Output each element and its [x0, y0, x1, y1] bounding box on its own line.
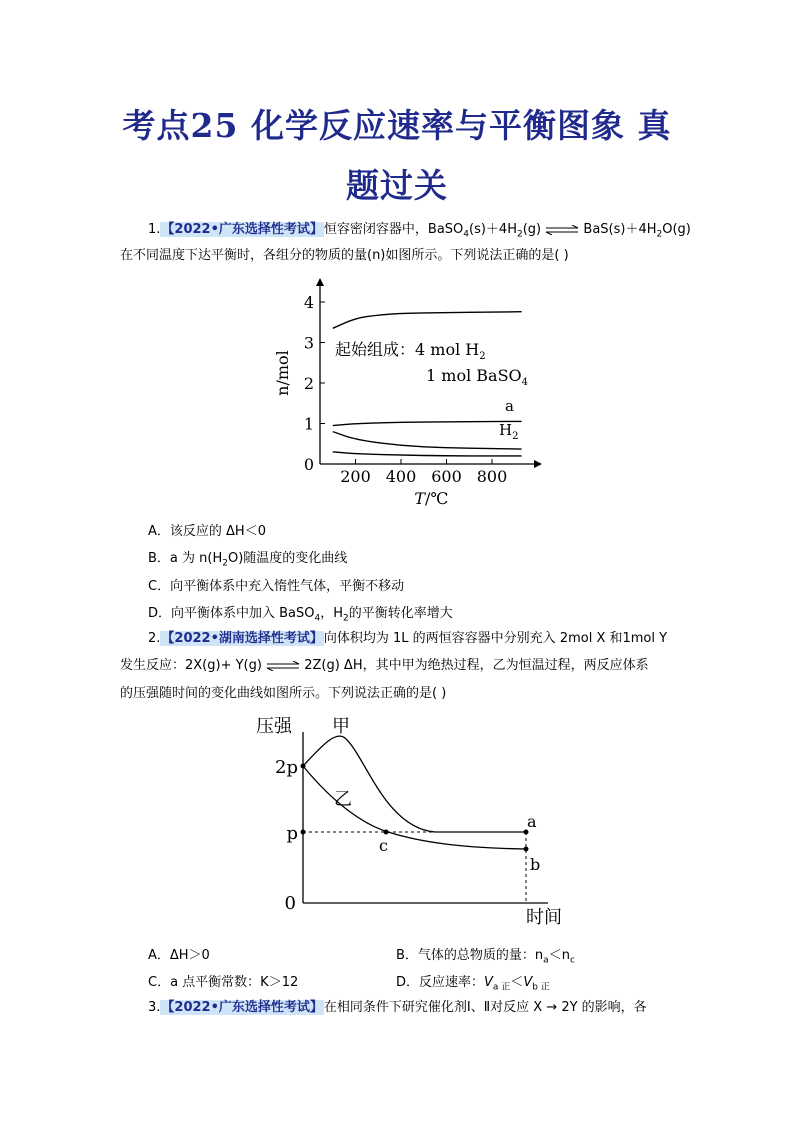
- chart1-label-a: a: [505, 397, 514, 415]
- chart2-start-point: [301, 764, 306, 769]
- equilibrium-arrow-icon: [545, 225, 579, 235]
- chart2-curve-jia: [303, 736, 526, 832]
- q3-line1: 3.【2022•广东选择性考试】在相同条件下研究催化剂Ⅰ、Ⅱ对反应 X → 2Y 的影响，各: [148, 1000, 647, 1015]
- page-title-line2: 题过关: [346, 166, 448, 205]
- chart1-xtick-label: 600: [431, 467, 462, 486]
- q1-line1: 1.【2022•广东选择性考试】恒容密闭容器中，$BaSO_4(s)+4H_2(g)$ $BaS(s)+4H_2O(g)$: [148, 222, 691, 240]
- q1-text: 恒容密闭容器中，BaSO: [323, 222, 464, 237]
- chart2-tick-p: p: [286, 823, 298, 844]
- q1-line2: 在不同温度下达平衡时，各组分的物质的量(n)如图所示。下列说法正确的是( ): [120, 248, 569, 263]
- chart1-ytick-label: 4: [303, 293, 314, 312]
- q3-source: 【2022•广东选择性考试】: [161, 1000, 323, 1015]
- chart2-p-point: [301, 830, 306, 835]
- chart2-tick-2p: 2p: [275, 757, 298, 778]
- chart1-annotation-2: 1 mol BaSO$_4$: [426, 366, 529, 388]
- chart2-label-jia: 甲: [332, 716, 350, 737]
- chart1-ytick-label: 2: [303, 374, 314, 393]
- q1-text-d: BaS(s)＋4H: [583, 222, 657, 237]
- chart2-origin: 0: [284, 893, 296, 914]
- q1-source: 【2022•广东选择性考试】: [161, 222, 323, 237]
- chart1-ytick-label: 1: [303, 414, 314, 434]
- q1-text-e: O(g): [662, 222, 691, 237]
- q1-option-d[interactable]: D．向平衡体系中加入 BaSO$_4$，$H_2$的平衡转化率增大: [148, 606, 453, 624]
- q1-text-b: (s)＋4H: [469, 222, 517, 237]
- q2-option-a[interactable]: A．ΔH＞0: [148, 948, 210, 963]
- chart1-xtick-label: 400: [385, 467, 417, 486]
- q2-line1: 2.【2022•湖南选择性考试】向体积均为 1L 的两恒容容器中分别充入 2mol X 和1mol Y: [148, 631, 668, 646]
- q2-option-c[interactable]: C．a 点平衡常数：K＞12: [148, 975, 299, 990]
- chart1-ytick-label: 3: [303, 333, 314, 353]
- chart2-label-yi: 乙: [334, 789, 352, 810]
- chart2-svg: [250, 710, 580, 930]
- chart1-series-line-curve-4: [333, 452, 522, 456]
- chart2-ylabel: 压强: [256, 716, 292, 737]
- equilibrium-arrow-icon: [266, 661, 300, 671]
- chart1-annotation-1: 起始组成：4 mol $H_2$: [335, 340, 486, 362]
- chart1-series-line-curve-1: [333, 312, 522, 329]
- q2-option-b[interactable]: B．气体的总物质的量：$n_a<n_c$: [396, 948, 575, 966]
- chart2-point-c: [384, 830, 389, 835]
- chart1-xlabel: /℃: [425, 489, 449, 508]
- chart1-label-h2: $H_2$: [499, 421, 519, 442]
- chart2-xlabel: 时间: [526, 907, 562, 928]
- chart1-xtick-label: 800: [476, 467, 508, 486]
- chart2-point-b: [524, 847, 529, 852]
- chart1-ticks: [304, 293, 507, 486]
- chart1-xlabel-italic: T: [414, 489, 425, 508]
- chart1-ylabel: n/mol: [273, 350, 292, 396]
- page-title: 考点25 化学反应速率与平衡图象 真: [122, 106, 672, 145]
- chart1-series-line-h2: [333, 432, 522, 449]
- q2-source: 【2022•湖南选择性考试】: [161, 631, 323, 646]
- q1-number: 1.: [148, 222, 161, 237]
- chart1-series-line-a: [333, 421, 522, 425]
- chart2-label-c: c: [379, 836, 388, 855]
- q2-option-d[interactable]: D．反应速率：$V_{a 正}<V_{b 正}$: [396, 975, 550, 993]
- chart1-svg: [270, 278, 560, 513]
- q2-line3: 的压强随时间的变化曲线如图所示。下列说法正确的是( ): [120, 686, 447, 701]
- chart2-label-b: b: [530, 855, 541, 874]
- chart1-xtick-label: 200: [340, 467, 371, 486]
- chart1-ytick-label: 0: [303, 455, 314, 474]
- q1-option-c[interactable]: C．向平衡体系中充入惰性气体，平衡不移动: [148, 579, 405, 594]
- q1-option-a[interactable]: A．该反应的 ΔH＜0: [148, 524, 266, 539]
- q1-text-c: (g): [522, 222, 542, 237]
- chart2-label-a: a: [527, 812, 537, 831]
- q1-option-b[interactable]: B．a 为 $n(H_2O)$随温度的变化曲线: [148, 551, 348, 569]
- q2-line2: 发生反应：2X(g)+ Y(g) 2Z(g) ΔH，其中甲为绝热过程，乙为恒温过程，两反应体系: [120, 658, 649, 673]
